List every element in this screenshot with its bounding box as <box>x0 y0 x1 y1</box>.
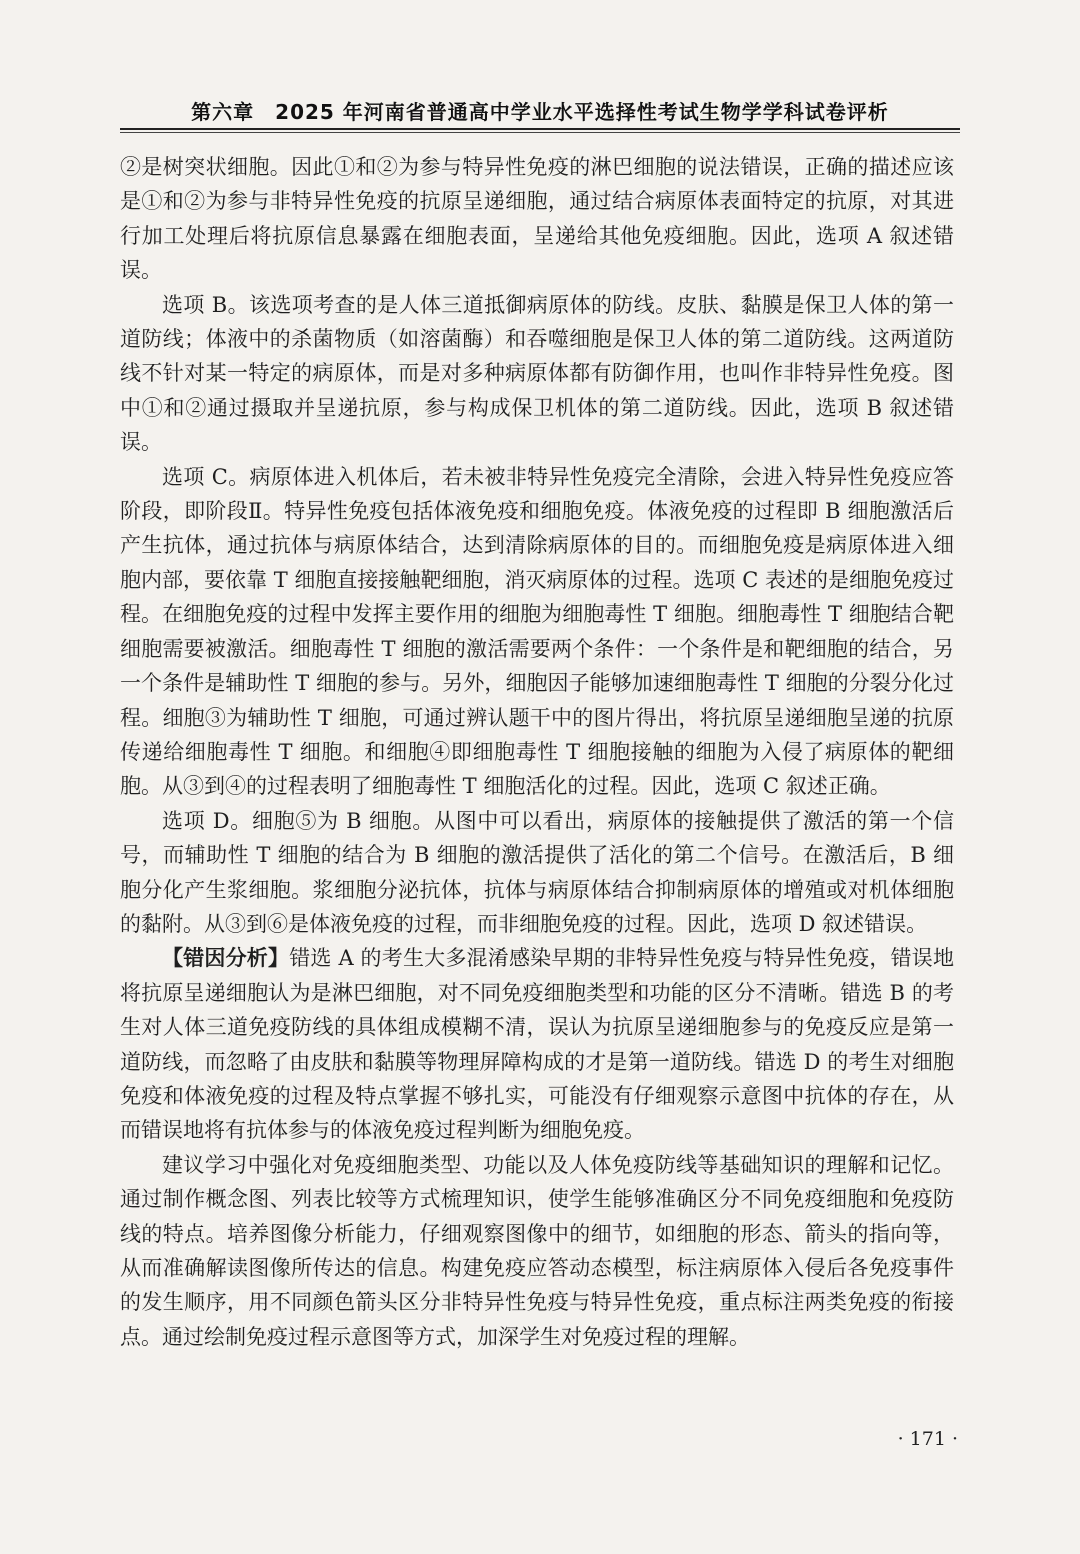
running-header: 第六章 2025 年河南省普通高中学业水平选择性考试生物学学科试卷评析 <box>191 100 889 124</box>
paragraph-error-analysis <box>120 941 954 1147</box>
error-analysis-text: 错选 A 的考生大多混淆感染早期的非特异性免疫与特异性免疫，错误地将抗原呈递细胞认为是淋巴细胞，对不同免疫细胞类型和功能的区分不清晰。错选 B 的考生对人体三道免疫防线的具体组成模糊不清，误认为抗原呈递细胞参与的免疫反应是第一道防线，而忽略了由皮肤和黏膜等物理屏障构成的才是第一道防线。错选 D 的考生对细胞免疫和体液免疫的过程及特点掌握不够扎实，可能没有仔细观察示意图中抗体的存在，从而错误地将有抗体参与的体液免疫过程判断为细胞免疫。 <box>120 946 955 1143</box>
paragraph-option-c: 选项 C。病原体进入机体后，若未被非特异性免疫完全清除，会进入特异性免疫应答阶段，即阶段Ⅱ。特异性免疫包括体液免疫和细胞免疫。体液免疫的过程即 B 细胞激活后产生抗体，通过抗体与病原体结合，达到清除病原体的目的。而细胞免疫是病原体进入细胞内部，要依靠 T 细胞直接接触靶细胞，消灭病原体的过程。选项 C 表述的是细胞免疫过程。在细胞免疫的过程中发挥主要作用的细胞为细胞毒性 T 细胞。细胞毒性 T 细胞结合靶细胞需要被激活。细胞毒性 T 细胞的激活需要两个条件：一个条件是和靶细胞的结合，另一个条件是辅助性 T 细胞的参与。另外，细胞因子能够加速细胞毒性 T 细胞的分裂分化过程。细胞③为辅助性 T 细胞，可通过辨认题干中的图片得出，将抗原呈递细胞呈递的抗原传递给细胞毒性 T 细胞。和细胞④即细胞毒性 T 细胞接触的细胞为入侵了病原体的靶细胞。从③到④的过程表明了细胞毒性 T 细胞活化的过程。因此，选项 C 叙述正确。 <box>120 464 954 799</box>
page-number: · 171 · <box>897 1428 958 1450</box>
paragraph-option-d: 选项 D。细胞⑤为 B 细胞。从图中可以看出，病原体的接触提供了激活的第一个信号，而辅助性 T 细胞的结合为 B 细胞的激活提供了活化的第二个信号。在激活后，B 细胞分化产生浆细胞。浆细胞分泌抗体，抗体与病原体结合抑制病原体的增殖或对机体细胞的黏附。从③到⑥是体液免疫的过程，而非细胞免疫的过程。因此，选项 D 叙述错误。 <box>120 808 954 936</box>
paragraph-option-b: 选项 B。该选项考查的是人体三道抵御病原体的防线。皮肤、黏膜是保卫人体的第一道防线；体液中的杀菌物质（如溶菌酶）和吞噬细胞是保卫人体的第二道防线。这两道防线不针对某一特定的病原体，而是对多种病原体都有防御作用，也叫作非特异性免疫。图中①和②通过摄取并呈递抗原，参与构成保卫机体的第二道防线。因此，选项 B 叙述错误。 <box>120 292 954 455</box>
body-text <box>120 150 954 1354</box>
paragraph-continuation: ②是树突状细胞。因此①和②为参与特异性免疫的淋巴细胞的说法错误，正确的描述应该是①和②为参与非特异性免疫的抗原呈递细胞，通过结合病原体表面特定的抗原，对其进行加工处理后将抗原信息暴露在细胞表面，呈递给其他免疫细胞。因此，选项 A 叙述错误。 <box>120 155 954 283</box>
error-analysis-label: 【错因分析】 <box>162 946 290 971</box>
paragraph-suggestion: 建议学习中强化对免疫细胞类型、功能以及人体免疫防线等基础知识的理解和记忆。通过制作概念图、列表比较等方式梳理知识，使学生能够准确区分不同免疫细胞和免疫防线的特点。培养图像分析能力，仔细观察图像中的细节，如细胞的形态、箭头的指向等，从而准确解读图像所传达的信息。构建免疫应答动态模型，标注病原体入侵后各免疫事件的发生顺序，用不同颜色箭头区分非特异性免疫与特异性免疫，重点标注两类免疫的衔接点。通过绘制免疫过程示意图等方式，加深学生对免疫过程的理解。 <box>120 1152 954 1349</box>
header-rule <box>120 128 960 130</box>
header-rule-thin <box>120 132 960 133</box>
